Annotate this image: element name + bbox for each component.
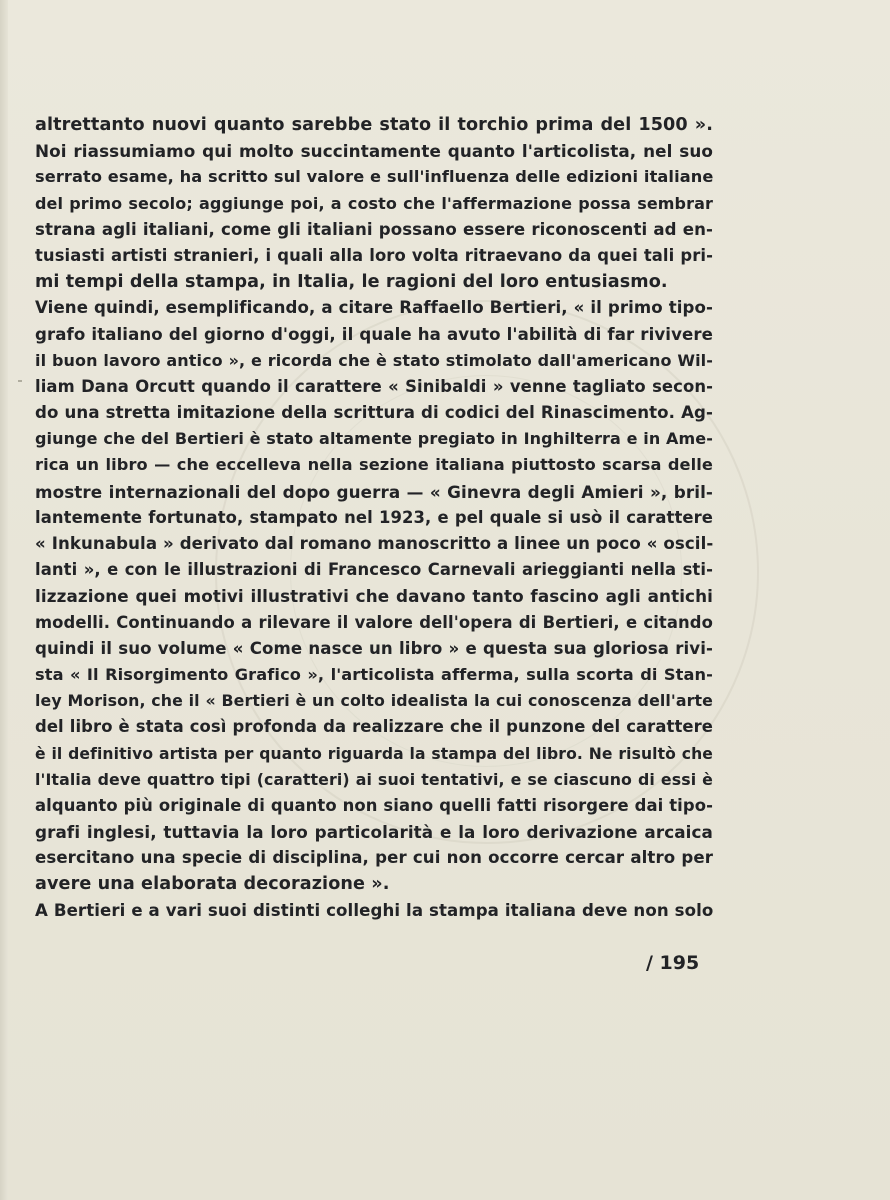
text-line: lizzazione quei motivi illustrativi che davano tanto fascino agli antichi <box>35 586 713 607</box>
text-line: do una stretta imitazione della scrittura di codici del Rinascimento. Ag- <box>35 403 713 423</box>
text-line: grafo italiano del giorno d'oggi, il quale ha avuto l'abilità di far rivivere <box>35 324 713 344</box>
text-line: alquanto più originale di quanto non siano quelli fatti risorgere dai tipo- <box>35 795 713 815</box>
text-line: mostre internazionali del dopo guerra — « Ginevra degli Amieri », bril- <box>35 481 713 502</box>
text-line: serrato esame, ha scritto sul valore e sull'influenza delle edizioni italiane <box>35 167 714 187</box>
text-line: quindi il suo volume « Come nasce un libro » e questa sua gloriosa rivi- <box>35 638 713 658</box>
text-line: A Bertieri e a vari suoi distinti colleghi la stampa italiana deve non solo <box>35 900 714 920</box>
text-line: Noi riassumiamo qui molto succintamente quanto l'articolista, nel suo <box>35 141 713 162</box>
text-line: giunge che del Bertieri è stato altamente pregiato in Inghilterra e in Ame- <box>35 429 713 449</box>
text-line: « Inkunabula » derivato dal romano manoscritto a linee un poco « oscil- <box>35 534 714 553</box>
text-line: tusiasti artisti stranieri, i quali alla loro volta ritraevano da quei tali pri- <box>35 245 713 265</box>
text-line: sta « Il Risorgimento Grafico », l'articolista afferma, sulla scorta di Stan- <box>35 664 713 684</box>
text-line: liam Dana Orcutt quando il carattere « Sinibaldi » venne tagliato secon- <box>35 376 713 396</box>
text-line: del primo secolo; aggiunge poi, a costo che l'affermazione possa sembrar <box>35 193 713 213</box>
text-line: avere una elaborata decorazione ». <box>35 874 390 895</box>
text-line: rica un libro — che eccelleva nella sezione italiana piuttosto scarsa delle <box>35 455 713 475</box>
text-line: lantemente fortunato, stampato nel 1923, e pel quale si usò il carattere <box>35 507 713 527</box>
text-line: grafi inglesi, tuttavia la loro particolarità e la loro derivazione arcaica <box>35 822 713 843</box>
text-line: Viene quindi, esemplificando, a citare Raffaello Bertieri, « il primo tipo- <box>35 298 713 318</box>
text-line: l'Italia deve quattro tipi (caratteri) ai suoi tentativi, e se ciascuno di essi è <box>35 769 713 789</box>
text-line: strana agli italiani, come gli italiani possano essere riconoscenti ad en- <box>35 219 713 239</box>
text-line: modelli. Continuando a rilevare il valore dell'opera di Bertieri, e citando <box>35 612 713 632</box>
text-line: ley Morison, che il « Bertieri è un colto idealista la cui conoscenza dell'arte <box>35 691 713 711</box>
text-line: il buon lavoro antico », e ricorda che è stato stimolato dall'americano Wil- <box>35 350 713 370</box>
page-edge <box>0 0 8 1200</box>
text-line: mi tempi della stampa, in Italia, le ragioni del loro entusiasmo. <box>35 272 668 293</box>
text-line: lanti », e con le illustrazioni di Francesco Carnevali arieggianti nella sti- <box>35 560 713 580</box>
margin-mark <box>18 380 22 382</box>
text-line: esercitano una specie di disciplina, per cui non occorre cercar altro per <box>35 848 713 868</box>
text-line: altrettanto nuovi quanto sarebbe stato il torchio prima del 1500 ». <box>35 115 713 135</box>
page-number: / 195 <box>646 952 700 974</box>
text-line: è il definitivo artista per quanto riguarda la stampa del libro. Ne risultò che <box>35 744 713 763</box>
text-line: del libro è stata così profonda da realizzare che il punzone del carattere <box>35 717 713 737</box>
body-text <box>35 112 713 924</box>
